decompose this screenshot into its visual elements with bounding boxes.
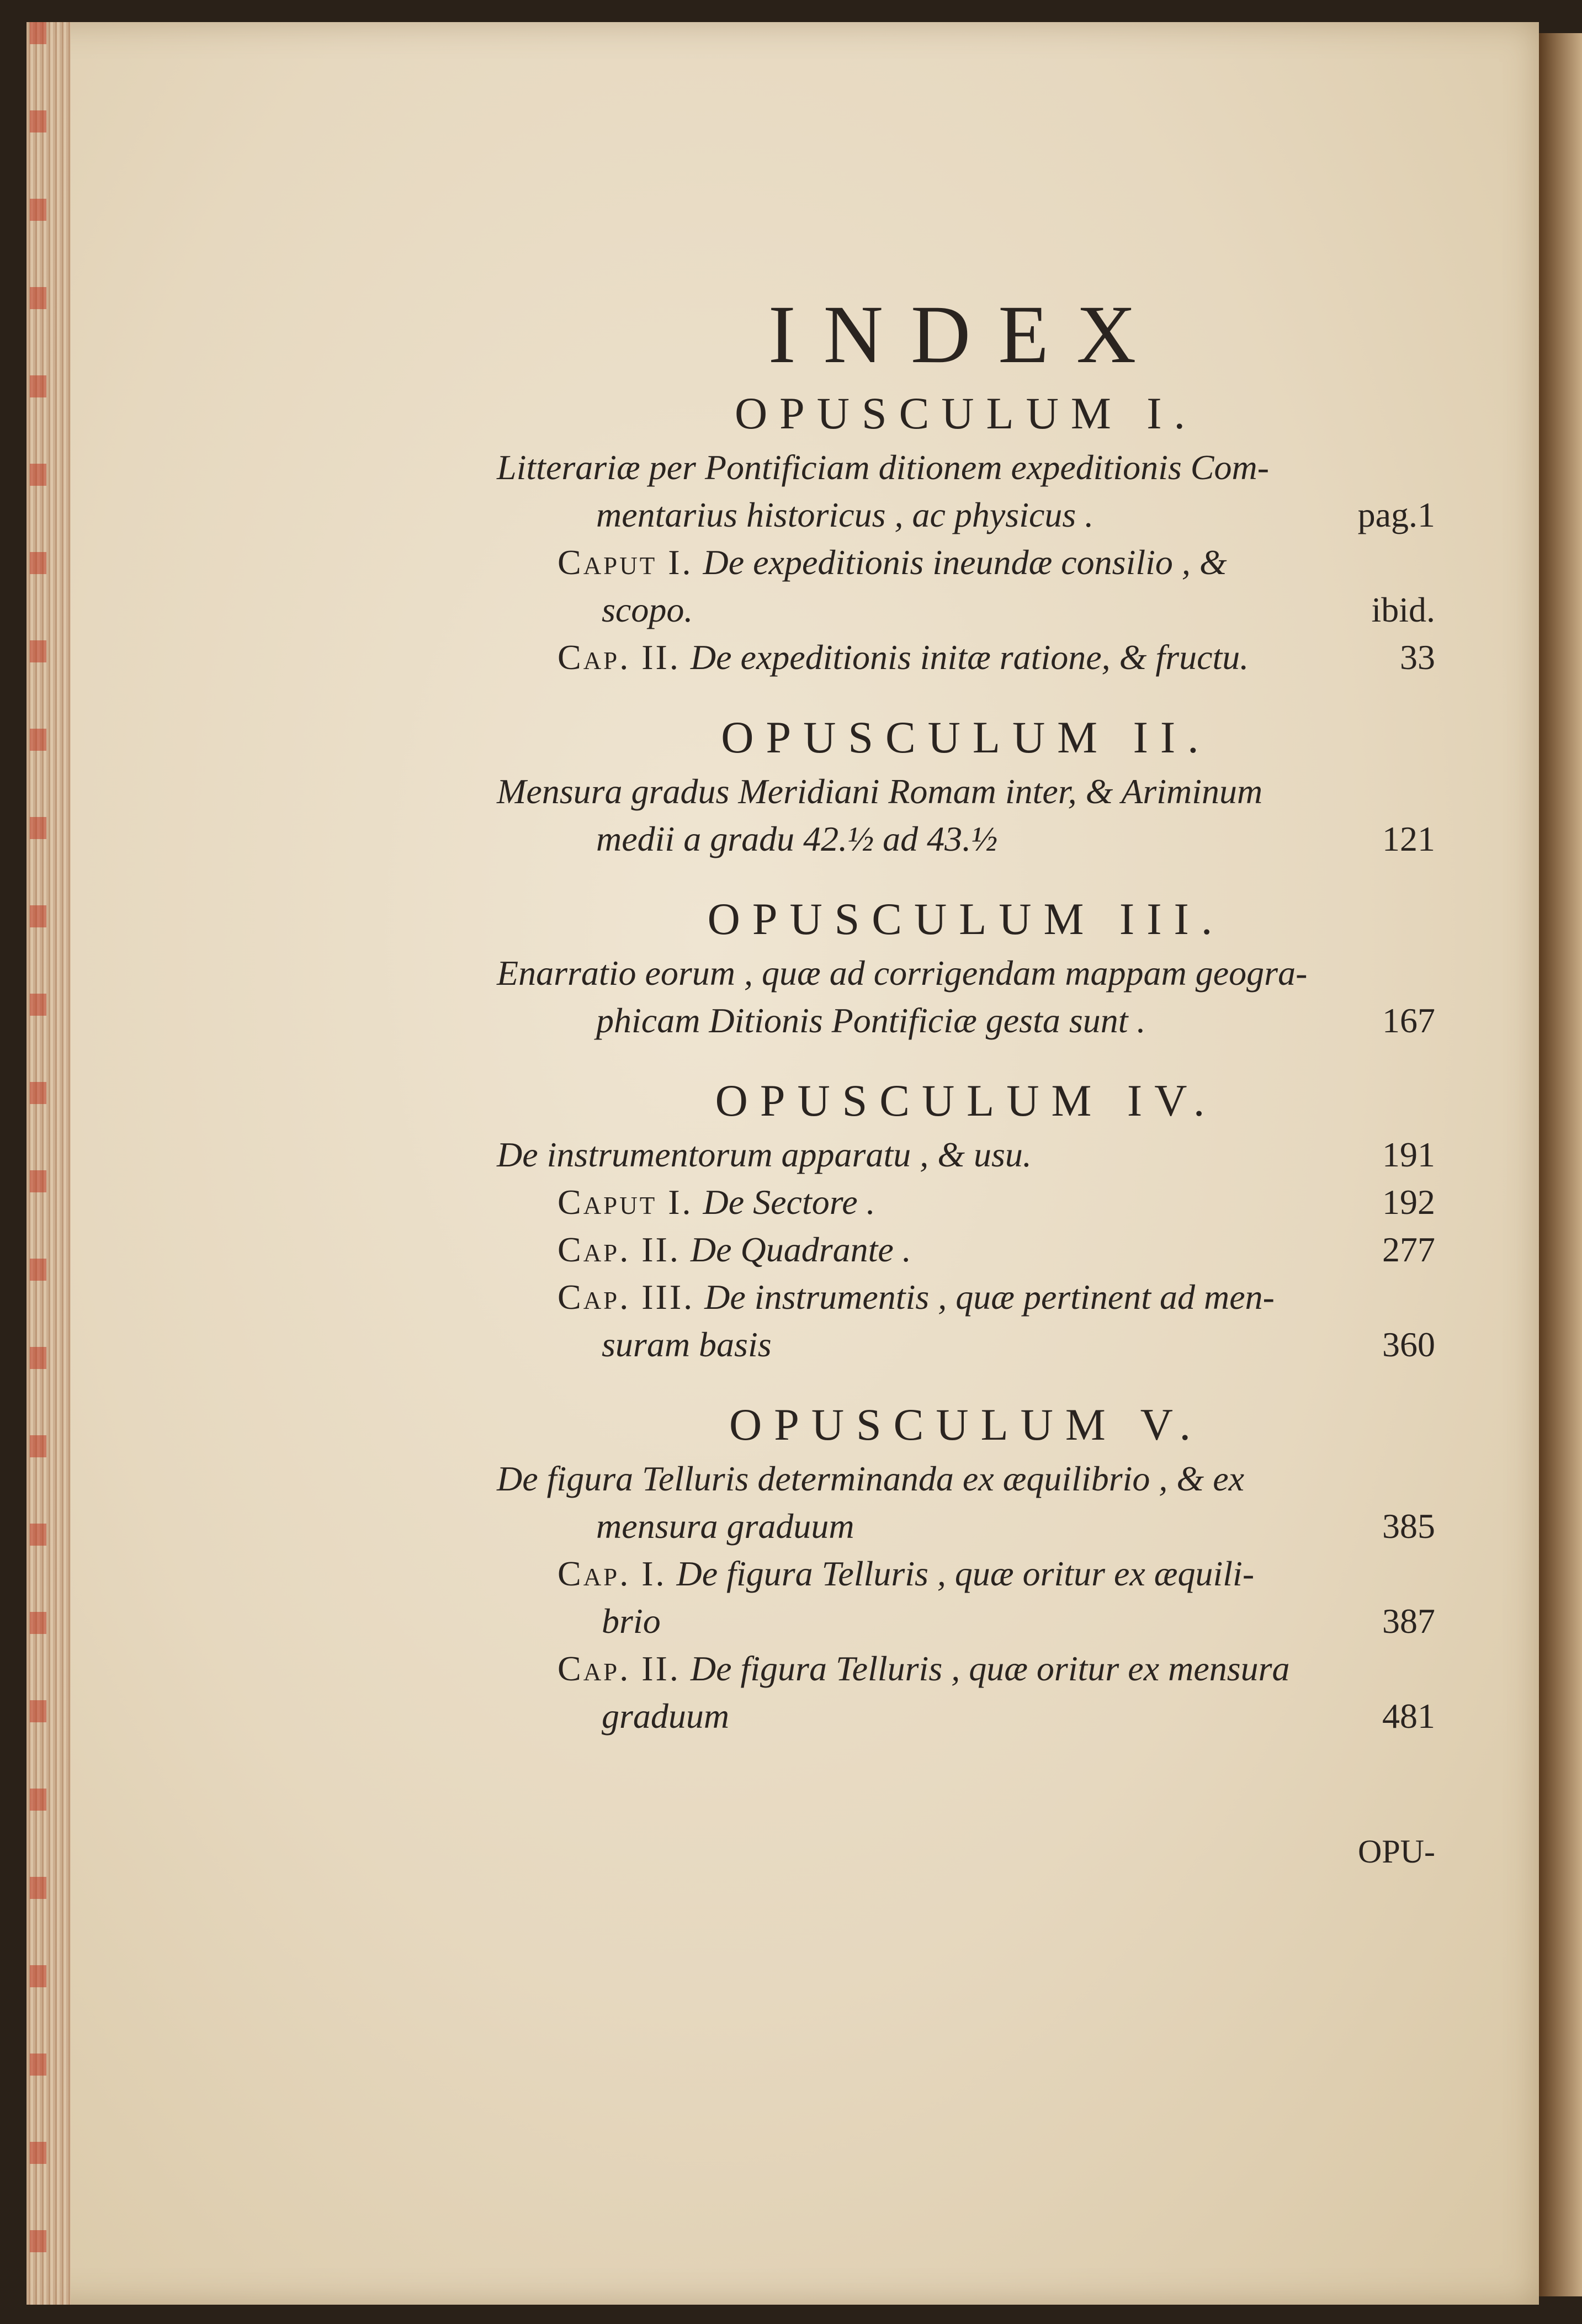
page-number: pag.1 <box>1357 495 1435 534</box>
chapter-title: De expeditionis ineundæ consilio , & <box>703 543 1227 582</box>
page-edge-right <box>1539 33 1582 2296</box>
chapter-title-continued: brio <box>602 1601 661 1641</box>
entry-text: De instrumentorum apparatu , & usu. <box>497 1135 1032 1174</box>
chapter-title: De instrumentis , quæ pertinent ad men- <box>704 1277 1275 1317</box>
opusculum-heading: OPUSCULUM II. <box>721 712 1211 762</box>
chapter-label: Cap. II. <box>558 638 681 677</box>
page-number: 385 <box>1382 1506 1435 1546</box>
chapter-title-continued: scopo. <box>602 590 693 629</box>
chapter-entry <box>497 1179 1435 1226</box>
index-entry <box>497 1455 1435 1550</box>
page-number: 191 <box>1382 1135 1435 1174</box>
chapter-label: Cap. I. <box>558 1554 667 1593</box>
page-number: 360 <box>1382 1325 1435 1364</box>
page-title: INDEX <box>768 289 1164 380</box>
entry-text-continued: phicam Ditionis Pontificiæ gesta sunt . <box>596 1001 1146 1040</box>
chapter-label: Cap. II. <box>558 1230 681 1269</box>
chapter-entry <box>497 634 1435 681</box>
entry-text-continued: mensura graduum <box>596 1506 854 1546</box>
page-number: 481 <box>1382 1696 1435 1736</box>
chapter-entry <box>497 1226 1435 1274</box>
opusculum-heading: OPUSCULUM V. <box>729 1399 1203 1450</box>
chapter-label: Caput I. <box>558 543 693 582</box>
page-number: 167 <box>1382 1001 1435 1040</box>
chapter-title: De figura Telluris , quæ oritur ex æquili- <box>676 1554 1255 1593</box>
page-number: 33 <box>1400 638 1435 677</box>
entry-text: Litterariæ per Pontificiam ditionem expeditionis Com- <box>497 448 1269 487</box>
chapter-title: De Sectore . <box>703 1182 875 1222</box>
page-number: 192 <box>1382 1182 1435 1222</box>
chapter-title: De expeditionis initæ ratione, & fructu. <box>690 638 1249 677</box>
chapter-title: De Quadrante . <box>690 1230 911 1269</box>
chapter-entry <box>497 1645 1435 1740</box>
index-entry <box>497 444 1435 539</box>
entry-text: Mensura gradus Meridiani Romam inter, & Ariminum <box>497 772 1263 811</box>
catchword: OPU- <box>1357 1833 1435 1870</box>
index-entry <box>497 1131 1435 1179</box>
page-number: 121 <box>1382 819 1435 858</box>
entry-text-continued: medii a gradu 42.½ ad 43.½ <box>596 819 998 858</box>
chapter-label: Caput I. <box>558 1182 693 1222</box>
red-edge-stain <box>30 22 46 2305</box>
chapter-title-continued: suram basis <box>602 1325 772 1364</box>
chapter-label: Cap. III. <box>558 1277 695 1317</box>
opusculum-heading: OPUSCULUM I. <box>734 388 1198 438</box>
entry-text-continued: mentarius historicus , ac physicus . <box>596 495 1094 534</box>
page-number: 277 <box>1382 1230 1435 1269</box>
index-entry <box>497 949 1435 1044</box>
chapter-title: De figura Telluris , quæ oritur ex mensura <box>690 1649 1290 1688</box>
index-content <box>497 287 1435 1870</box>
chapter-entry <box>497 1274 1435 1368</box>
page-number: ibid. <box>1371 590 1435 629</box>
chapter-label: Cap. II. <box>558 1649 681 1688</box>
entry-text: Enarratio eorum , quæ ad corrigendam mappam geogra- <box>497 953 1308 993</box>
opusculum-heading: OPUSCULUM IV. <box>715 1075 1217 1126</box>
entry-text: De figura Telluris determinanda ex æquilibrio , & ex <box>497 1459 1244 1498</box>
opuscula-list <box>497 388 1435 1740</box>
chapter-entry <box>497 1550 1435 1645</box>
chapter-title-continued: graduum <box>602 1696 730 1736</box>
index-entry <box>497 768 1435 863</box>
chapter-entry <box>497 539 1435 634</box>
page-number: 387 <box>1382 1601 1435 1641</box>
opusculum-heading: OPUSCULUM III. <box>707 894 1225 944</box>
